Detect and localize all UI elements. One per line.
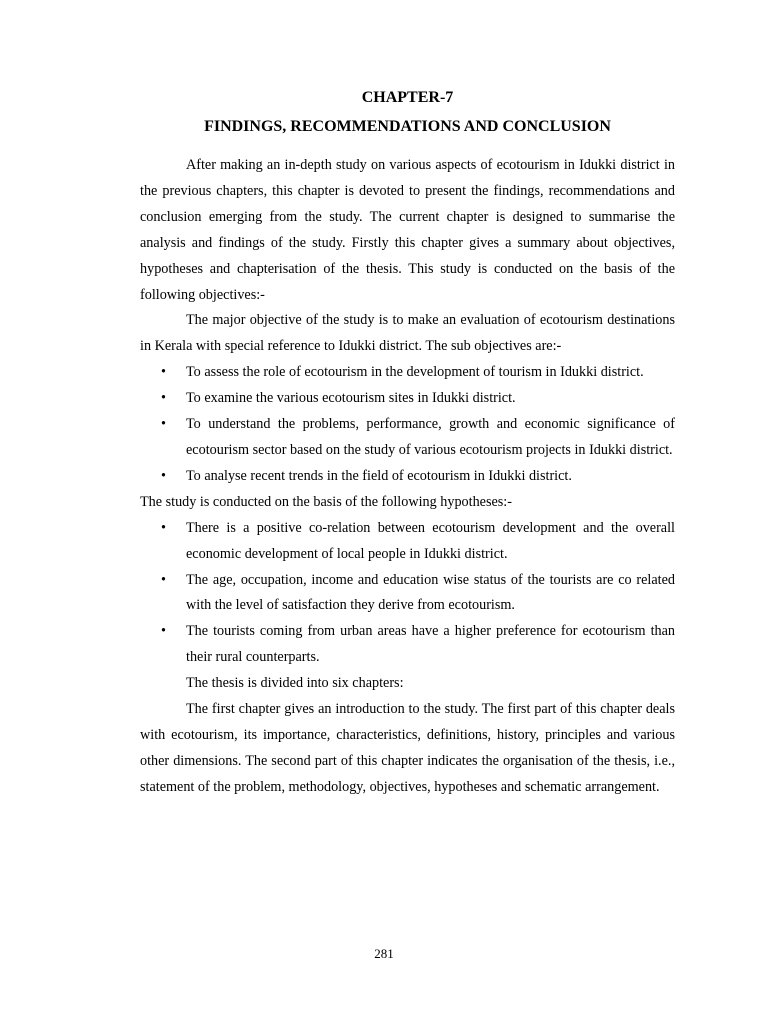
page-content [140,86,675,801]
chapters-intro: The thesis is divided into six chapters: [186,675,404,692]
major-objective-paragraph: The major objective of the study is to make an evaluation of ecotourism destinations in Kerala with special reference to Idukki district. The sub objectives are:- [140,312,675,355]
first-chapter-paragraph: The first chapter gives an introduction to the study. The first part of this chapter deals with ecotourism, its importance, characteristics, definitions, history, principles and various other dimensions. The second part of this chapter indicates the organisation of the thesis, i.e., statement of the problem, methodology, objectives, hypotheses and schematic arrangement. [140,701,675,795]
list-item: • There is a positive co-relation between ecotourism development and the overall economic development of local people in Idukki district. [140,516,675,568]
chapter-title: FINDINGS, RECOMMENDATIONS AND CONCLUSION [204,118,611,135]
hypotheses-intro: The study is conducted on the basis of the following hypotheses:- [140,493,512,510]
page-number: 281 [374,946,394,961]
objectives-list [140,360,675,490]
chapter-number: CHAPTER-7 [361,89,454,106]
list-item: • To examine the various ecotourism sites in Idukki district. [140,386,675,412]
hypotheses-list [140,516,675,671]
list-item: • To analyse recent trends in the field of ecotourism in Idukki district. [140,464,675,490]
intro-paragraph: After making an in-depth study on various aspects of ecotourism in Idukki district in the previous chapters, this chapter is devoted to present the findings, recommendations and conclusion emerging from the study. The current chapter is designed to summarise the analysis and findings of the study. Firstly this chapter gives a summary about objectives, hypotheses and chapterisation of the thesis. This study is conducted on the basis of the following objectives:- [140,157,675,303]
list-item: • The age, occupation, income and education wise status of the tourists are co related with the level of satisfaction they derive from ecotourism. [140,568,675,620]
list-item: • The tourists coming from urban areas have a higher preference for ecotourism than their rural counterparts. [140,619,675,671]
list-item: • To assess the role of ecotourism in the development of tourism in Idukki district. [140,360,675,386]
list-item: • To understand the problems, performance, growth and economic significance of ecotourism sector based on the study of various ecotourism projects in Idukki district. [140,412,675,464]
